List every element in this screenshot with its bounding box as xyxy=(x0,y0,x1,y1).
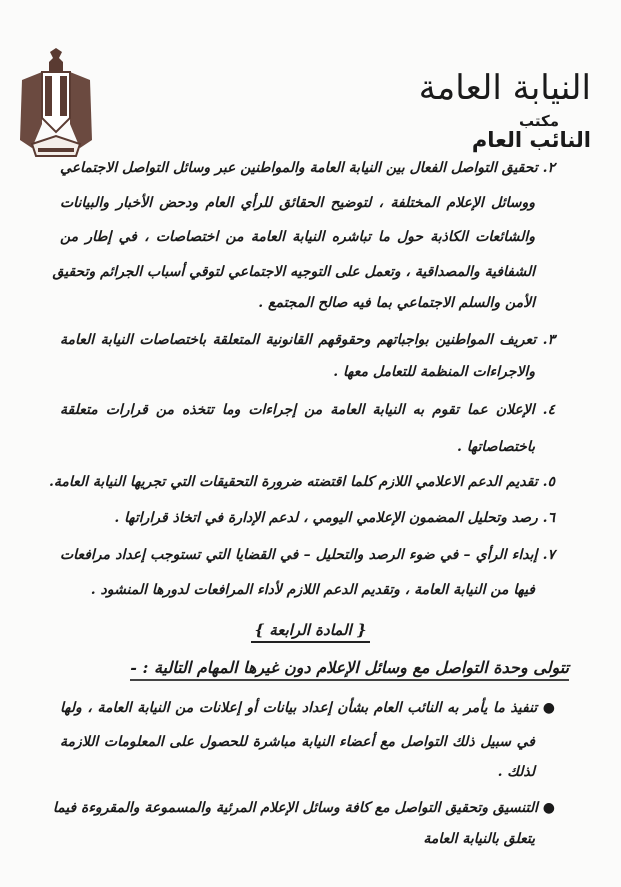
header-title: النيابة العامة xyxy=(418,68,591,108)
bullet-2-line: ● التنسيق وتحقيق التواصل مع كافة وسائل الإعلام المرئية والمسموعة والمقروءة فيما xyxy=(52,800,555,816)
article-intro: تتولى وحدة التواصل مع وسائل الإعلام دون غيرها المهام التالية : - xyxy=(130,658,569,681)
item-2-line: والشائعات الكاذبة حول ما تباشره النيابة العامة من اختصاصات ، في إطار من xyxy=(60,229,535,245)
header-name: النائب العام xyxy=(471,128,591,152)
article-heading-text: { المادة الرابعة } xyxy=(251,621,369,643)
item-2-line: الشفافية والمصداقية ، وتعمل على التوجيه الاجتماعي لتوقي أسباب الجرائم وتحقيق xyxy=(52,264,535,280)
bullet-2-line: يتعلق بالنيابة العامة xyxy=(423,831,535,847)
item-7-line: فيها من النيابة العامة ، وتقديم الدعم اللازم لأداء المرافعات لدورها المنشود . xyxy=(90,582,535,598)
bullet-1-line: ● تنفيذ ما يأمر به النائب العام بشأن إعداد بيانات أو إعلانات من النيابة العامة ، ولها xyxy=(60,700,555,716)
item-2-line: ووسائل الإعلام المختلفة ، لتوضيح الحقائق للرأي العام ودحض الأخبار والبيانات xyxy=(60,195,535,211)
item-4-line: ٤. الإعلان عما تقوم به النيابة العامة من إجراءات وما تتخذه من قرارات متعلقة xyxy=(60,402,555,418)
bullet-1-line: لذلك . xyxy=(497,764,535,780)
item-4-line: باختصاصاتها . xyxy=(457,439,535,455)
item-3-line: ٣. تعريف المواطنين بواجباتهم وحقوقهم القانونية المتعلقة باختصاصات النيابة العامة xyxy=(60,332,555,348)
bullet-1-line: في سبيل ذلك التواصل مع أعضاء النيابة مباشرة للحصول على المعلومات اللازمة xyxy=(60,734,535,750)
header-office: مكتب xyxy=(518,112,559,130)
item-3-line: والاجراءات المنظمة للتعامل معها . xyxy=(333,364,535,380)
item-2-line: ٢. تحقيق التواصل الفعال بين النيابة العامة والمواطنين عبر وسائل التواصل الاجتماعي xyxy=(60,160,555,176)
item-5-line: ٥. تقديم الدعم الاعلامي اللازم كلما اقتضته ضرورة التحقيقات التي تجريها النيابة العامة. xyxy=(48,474,555,490)
item-7-line: ٧. إبداء الرأي – في ضوء الرصد والتحليل – في القضايا التي تستوجب إعداد مرافعات xyxy=(60,547,555,563)
item-6-line: ٦. رصد وتحليل المضمون الإعلامي اليومي ، لدعم الإدارة في اتخاذ قراراتها . xyxy=(114,510,555,526)
item-2-line: الأمن والسلم الاجتماعي بما فيه صالح المجتمع . xyxy=(258,295,535,311)
eagle-emblem-icon xyxy=(18,44,94,166)
article-heading xyxy=(0,620,621,639)
